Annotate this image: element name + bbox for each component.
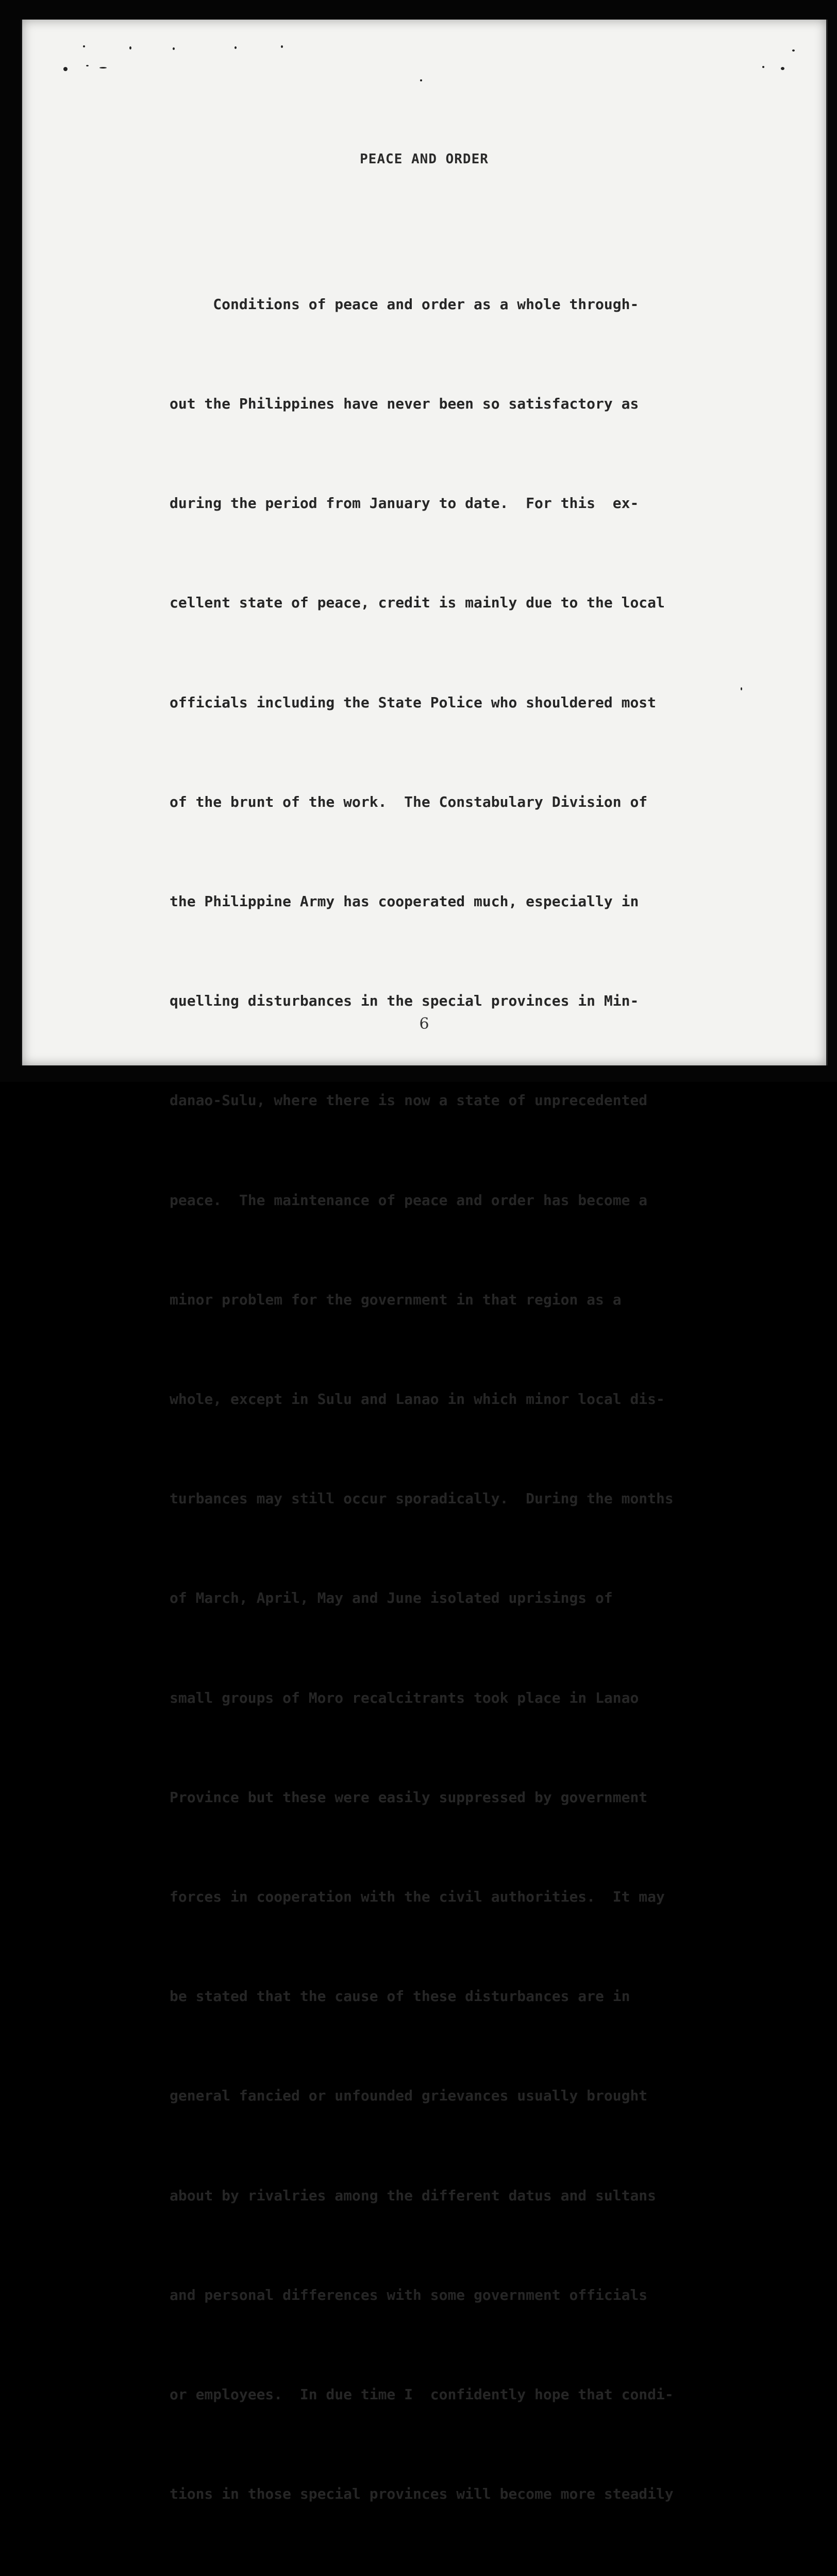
scan-speck [173,47,175,50]
scan-speck [83,45,85,47]
scan-speck [235,46,237,49]
text-line: general fancied or unfounded grievances usually brought [170,2087,648,2105]
text-line: Province but these were easily suppressed by government [170,1788,648,1806]
body-paragraph [170,222,788,2576]
text-line: and personal differences with some government officials [170,2286,648,2303]
text-line: of March, April, May and June isolated uprisings of [170,1589,613,1607]
scan-speck [762,66,764,68]
text-line: small groups of Moro recalcitrants took place in Lanao [170,1689,639,1706]
text-line: whole, except in Sulu and Lanao in which minor local dis- [170,1391,665,1408]
text-line: Conditions of peace and order as a whole through- [170,295,639,313]
text-line: quelling disturbances in the special provinces in Min- [170,992,639,1010]
scan-speck [781,67,784,70]
text-line: about by rivalries among the different datus and sultans [170,2187,657,2204]
text-line: cellent state of peace, credit is mainly due to the local [170,594,665,612]
text-line: danao-Sulu, where there is now a state of unprecedented [170,1092,648,1109]
text-line: turbances may still occur sporadically. During the months [170,1490,674,1507]
scan-speck [420,79,422,81]
text-line: be stated that the cause of these disturbances are in [170,1988,630,2005]
document-page [21,20,828,2503]
text-line: or employees. In due time I confidently hope that condi- [170,2386,674,2403]
scan-speck [63,67,68,71]
scan-speck [129,46,131,49]
text-line: peace. The maintenance of peace and order has become a [170,1191,648,1209]
scan-speck [281,45,283,48]
text-line: of the brunt of the work. The Constabulary Division of [170,793,648,810]
page-number: 6 [419,1015,429,1033]
page-title: PEACE AND ORDER [360,151,489,167]
text-line: during the period from January to date. For this ex- [170,495,639,512]
text-line: tions in those special provinces will become more steadily [170,2485,674,2503]
scan-speck [792,49,795,52]
text-line: the Philippine Army has cooperated much, especially in [170,893,639,910]
text-line: forces in cooperation with the civil authorities. It may [170,1888,665,1906]
text-line: officials including the State Police who shouldered most [170,693,657,711]
scan-speck [86,65,89,66]
text-line: minor problem for the government in that region as a [170,1291,622,1308]
text-line: out the Philippines have never been so satisfactory as [170,395,639,413]
scan-speck [99,67,107,69]
